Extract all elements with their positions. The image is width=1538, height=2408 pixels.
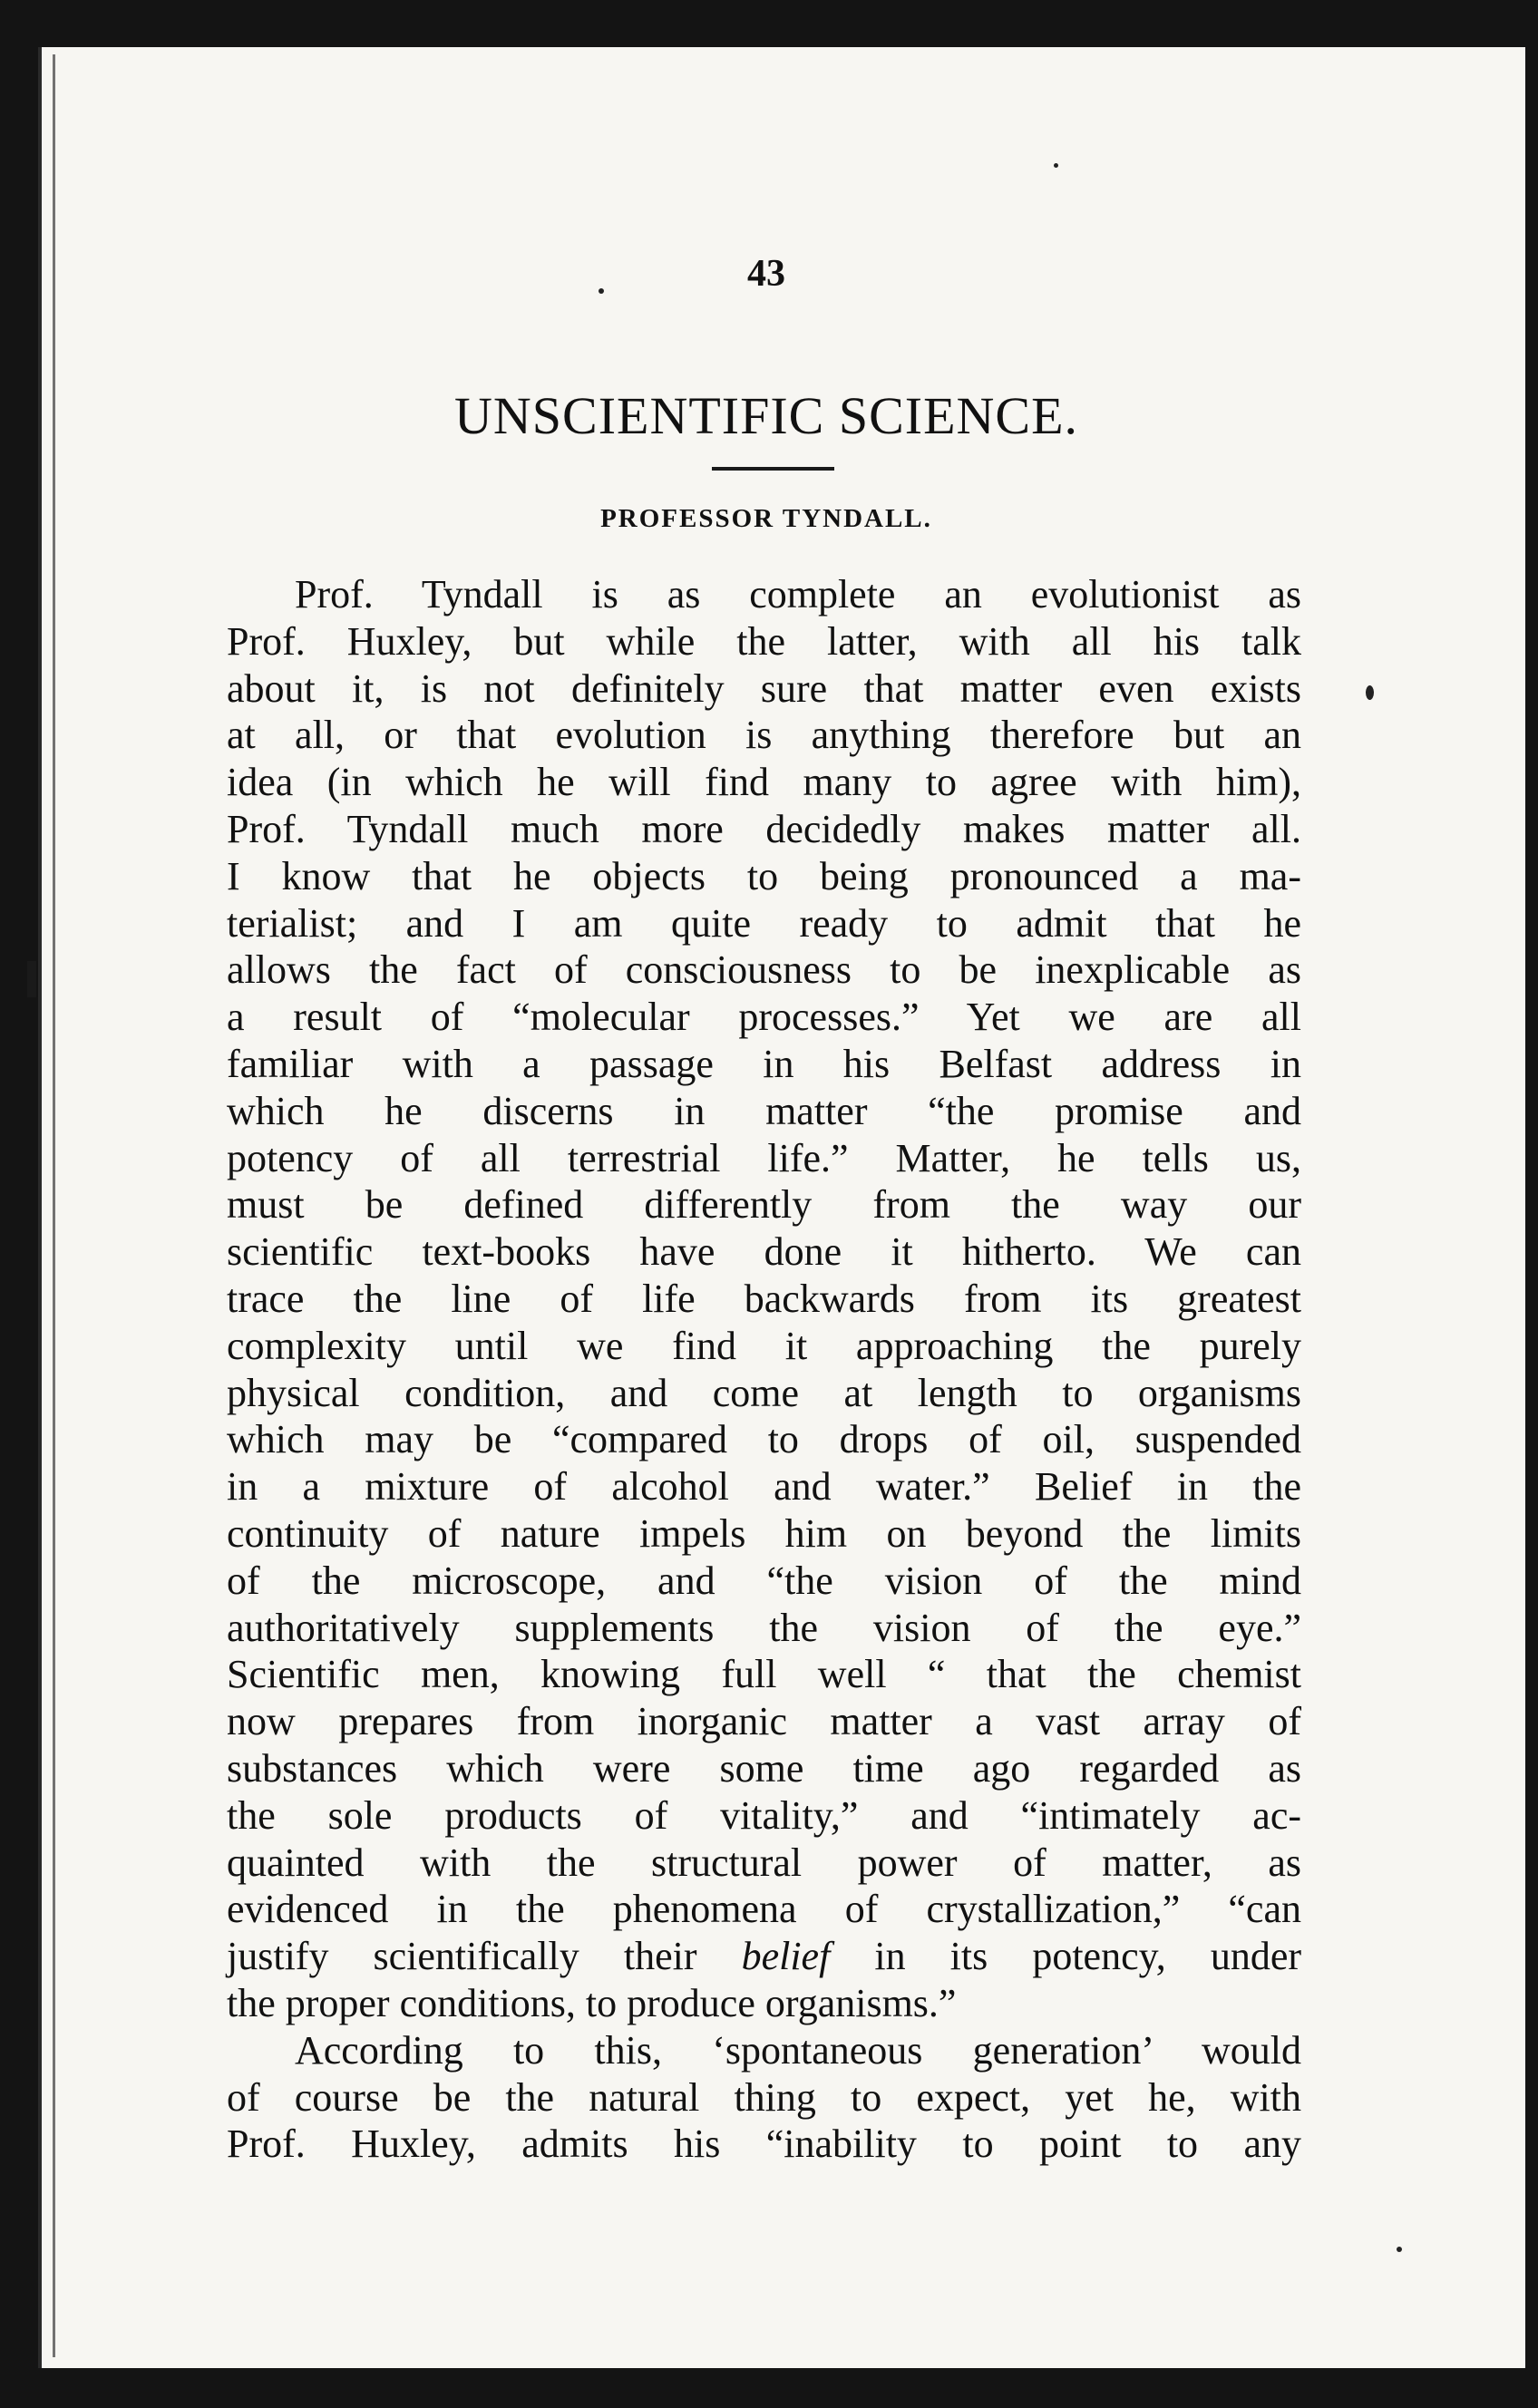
text-line: Prof. Tyndall much more decidedly makes matter all. — [227, 806, 1301, 851]
text-line: at all, or that evolution is anything therefore but an — [227, 713, 1301, 758]
text-line: familiar with a passage in his Belfast address in — [227, 1041, 1301, 1086]
text-line: idea (in which he will find many to agree with him), — [227, 760, 1301, 805]
text-line: Prof. Huxley, admits his “inability to point to any — [227, 2122, 1301, 2167]
text-line: quainted with the structural power of matter, as — [227, 1840, 1301, 1885]
text-line: the sole products of vitality,” and “intimately ac- — [227, 1792, 1301, 1838]
text-line: physical condition, and come at length to organisms — [227, 1370, 1301, 1415]
section-title: PROFESSOR TYNDALL. — [600, 504, 932, 533]
text-line: about it, is not definitely sure that matter even exists — [227, 665, 1301, 711]
text-line: According to this, ‘spontaneous generation’ would — [295, 2027, 1301, 2073]
text-line: Prof. Tyndall is as complete an evolutionist as — [295, 572, 1301, 617]
body-text — [227, 571, 1301, 2168]
text-line: I know that he objects to being pronounced a ma- — [227, 853, 1301, 898]
chapter-title: UNSCIENTIFIC SCIENCE. — [453, 386, 1079, 445]
text-line: trace the line of life backwards from its greatest — [227, 1276, 1301, 1321]
text-line: Prof. Huxley, but while the latter, with all his talk — [227, 618, 1301, 664]
italic-word: belief — [741, 1934, 831, 1979]
text-line: in a mixture of alcohol and water.” Belief in the — [227, 1464, 1301, 1510]
text-line: evidenced in the phenomena of crystallization,” “can — [227, 1887, 1301, 1932]
text-line: the proper conditions, to produce organisms.” — [227, 1980, 957, 2025]
dust-speck — [1054, 163, 1058, 168]
text-line: allows the fact of consciousness to be inexplicable as — [227, 947, 1301, 993]
text-line: authoritatively supplements the vision of the eye.” — [227, 1605, 1301, 1650]
text-run: justify scientifically their — [227, 1934, 742, 1979]
text-line: which may be “compared to drops of oil, suspended — [227, 1417, 1301, 1462]
dust-speck — [1366, 685, 1374, 700]
text-line: terialist; and I am quite ready to admit that he — [227, 900, 1301, 946]
text-line — [227, 1933, 1301, 1980]
text-line: which he discerns in matter “the promise and — [227, 1088, 1301, 1133]
text-line: scientific text-books have done it hitherto. We can — [227, 1229, 1301, 1275]
margin-mark — [27, 961, 36, 997]
text-run: in its potency, under — [830, 1934, 1302, 1979]
text-line: a result of “molecular processes.” Yet we are all — [227, 995, 1301, 1040]
text-line: now prepares from inorganic matter a vast array of — [227, 1699, 1301, 1744]
page-number: 43 — [747, 253, 785, 295]
text-line: potency of all terrestrial life.” Matter, he tells us, — [227, 1135, 1301, 1180]
text-line: of course be the natural thing to expect, yet he, with — [227, 2074, 1301, 2120]
title-rule — [712, 467, 834, 471]
text-line: complexity until we find it approaching the purely — [227, 1323, 1301, 1368]
text-line: of the microscope, and “the vision of the mind — [227, 1558, 1301, 1603]
text-line: Scientific men, knowing full well “ that the chemist — [227, 1652, 1301, 1697]
text-line: substances which were some time ago regarded as — [227, 1745, 1301, 1791]
text-line: must be defined differently from the way our — [227, 1182, 1301, 1228]
dust-speck — [1397, 2247, 1402, 2252]
text-line: continuity of nature impels him on beyond the limits — [227, 1510, 1301, 1556]
